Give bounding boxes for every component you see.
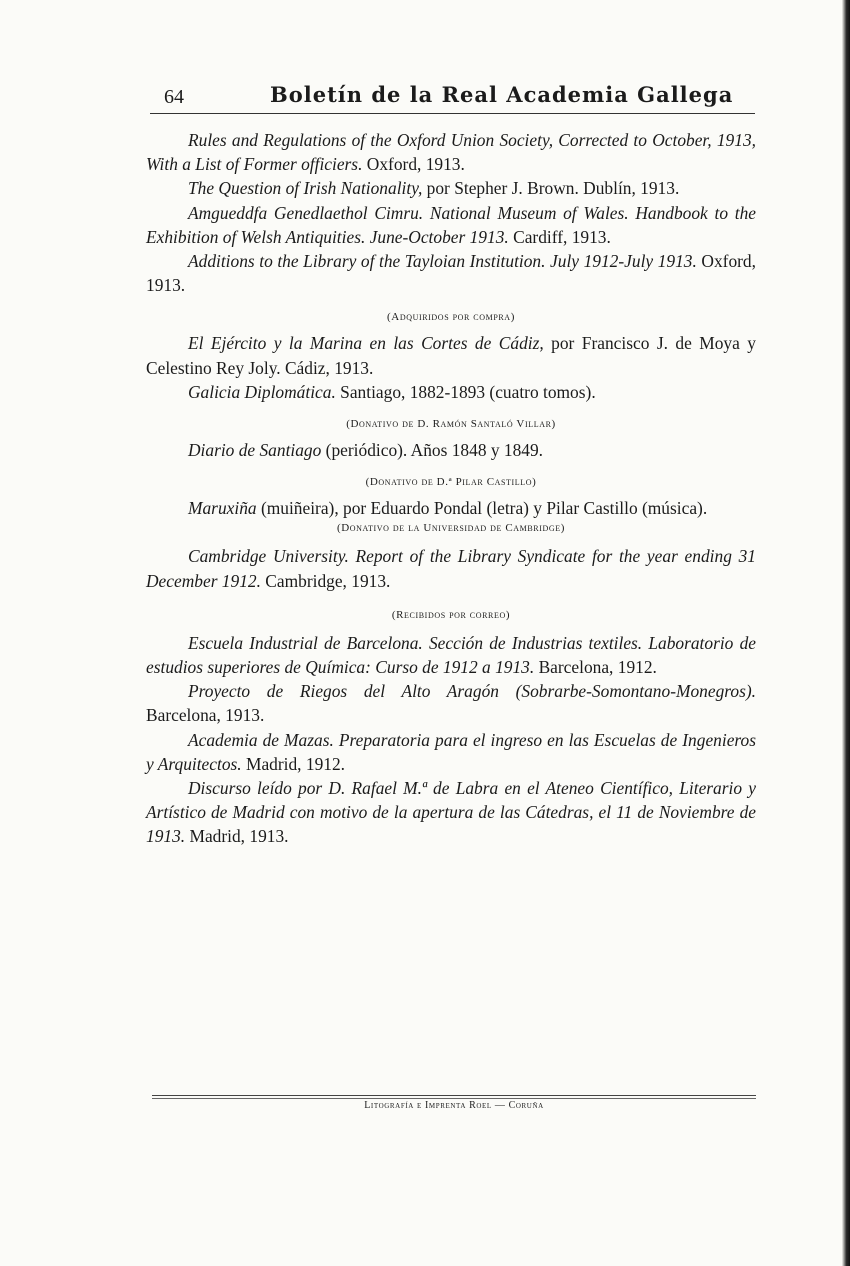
bibliography-entry	[146, 438, 756, 462]
running-title: Boletín de la Real Academia Gallega	[270, 82, 734, 107]
entry-group-6	[146, 631, 756, 849]
bibliography-entry	[146, 249, 756, 297]
entry-group-1	[146, 128, 756, 297]
printer-imprint: Litografía e Imprenta Roel — Coruña	[364, 1100, 544, 1111]
entry-title: Proyecto de Riegos del Alto Aragón (Sobrarbe-Somontano-Monegros).	[188, 681, 756, 702]
bibliography-entry	[146, 380, 756, 404]
section-heading-cambridge: (Donativo de la Universidad de Cambridge)	[337, 522, 565, 535]
entry-group-2	[146, 331, 756, 404]
entry-title: Maruxiña	[188, 498, 257, 519]
entry-title: Additions to the Library of the Tayloian Institution. July 1912-July 1913.	[188, 251, 697, 272]
entry-imprint: Cambridge, 1913.	[260, 570, 391, 591]
page-edge-shadow	[842, 0, 850, 1266]
entry-group-3	[146, 438, 756, 462]
bibliography-entry	[146, 496, 756, 520]
section-heading-correo: (Recibidos por correo)	[391, 608, 511, 621]
entry-title: Cambridge University. Report of the Library Syndicate for the year ending 31 December 1912.	[146, 546, 756, 591]
footer-rule-double	[152, 1098, 756, 1099]
entry-imprint: Madrid, 1913.	[185, 826, 289, 847]
section-heading-santalo: (Donativo de D. Ramón Santaló Villar)	[346, 418, 556, 431]
bibliography-list	[146, 128, 756, 849]
footer-rule	[152, 1095, 756, 1096]
bibliography-entry	[146, 728, 756, 776]
entry-title: Academia de Mazas. Preparatoria para el ingreso en las Escuelas de Ingenieros y Arquitectos.	[146, 729, 756, 774]
entry-imprint: Barcelona, 1912.	[534, 657, 657, 678]
entry-title: Discurso leído por D. Rafael M.ª de Labra en el Ateneo Científico, Literario y Artístico de Madrid con motivo de la apertura de las Cátedras, el 11 de Noviembre de 1913.	[146, 778, 756, 847]
page-number: 64	[164, 86, 184, 108]
bibliography-entry	[146, 631, 756, 679]
entry-imprint: (muiñeira), por Eduardo Pondal (letra) y Pilar Castillo (música).	[256, 498, 708, 519]
section-heading-castillo: (Donativo de D.ª Pilar Castillo)	[365, 476, 537, 489]
entry-imprint: por Stepher J. Brown. Dublín, 1913.	[422, 178, 680, 199]
entry-imprint: Oxford, 1913.	[146, 251, 756, 296]
bibliography-entry	[146, 201, 756, 249]
entry-title: Amgueddfa Genedlaethol Cimru. National Museum of Wales. Handbook to the Exhibition of Welsh Antiquities. June-October 1913.	[146, 202, 756, 247]
bibliography-entry	[146, 679, 756, 727]
header-rule	[150, 113, 755, 114]
page-header	[150, 80, 755, 114]
entry-group-4	[146, 496, 756, 520]
entry-imprint: Cardiff, 1913.	[508, 226, 611, 247]
bibliography-entry	[146, 128, 756, 176]
entry-title: Rules and Regulations of the Oxford Union Society, Corrected to October, 1913, With a List of Former officiers.	[146, 130, 756, 175]
entry-title: Escuela Industrial de Barcelona. Sección de Industrias textiles. Laboratorio de estudios superiores de Química: Curso de 1912 a 1913.	[146, 632, 756, 678]
bibliography-entry	[146, 331, 756, 379]
entry-title: The Question of Irish Nationality,	[188, 178, 423, 199]
entry-title: Diario de Santiago	[188, 440, 322, 461]
section-heading-compra: (Adquiridos por compra)	[387, 311, 515, 324]
entry-imprint: por Francisco J. de Moya y Celestino Rey Joly. Cádiz, 1913.	[146, 333, 756, 378]
bibliography-entry	[146, 544, 756, 592]
entry-imprint: Barcelona, 1913.	[146, 705, 265, 726]
entry-title: El Ejército y la Marina en las Cortes de Cádiz,	[188, 333, 544, 354]
entry-title: Galicia Diplomática.	[188, 381, 336, 402]
bibliography-entry	[146, 176, 756, 200]
entry-imprint: (periódico). Años 1848 y 1849.	[321, 440, 544, 461]
entry-imprint: Santiago, 1882-1893 (cuatro tomos).	[335, 381, 596, 402]
entry-imprint: Madrid, 1912.	[241, 753, 346, 774]
entry-group-5	[146, 544, 756, 592]
bibliography-entry	[146, 776, 756, 849]
entry-imprint: Oxford, 1913.	[362, 154, 465, 175]
